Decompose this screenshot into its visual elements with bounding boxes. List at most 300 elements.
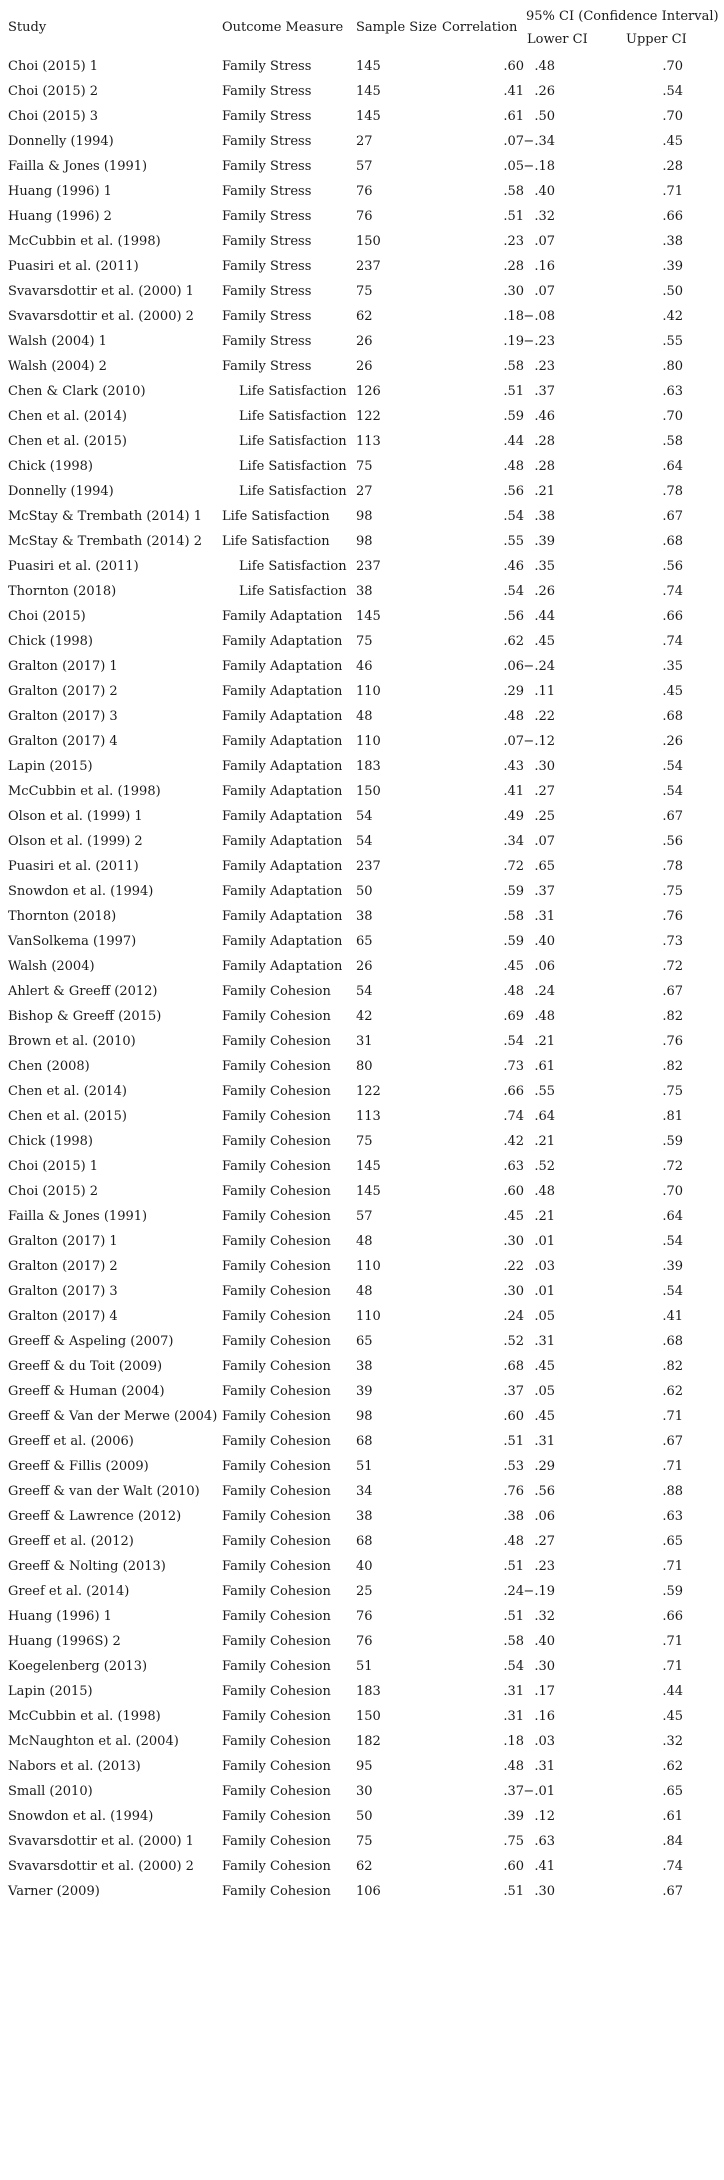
correlation-cell: .48 [503,984,524,999]
lower-ci-cell: .55 [534,1084,555,1099]
correlation-cell: .68 [503,1359,524,1374]
sample-size-cell: 150 [356,784,381,799]
study-cell: Greeff & Nolting (2013) [8,1559,166,1574]
sample-size-cell: 145 [356,84,381,99]
lower-ci-cell: .50 [534,109,555,124]
header-ci-group: 95% CI (Confidence Interval) [526,9,719,24]
upper-ci-cell: .70 [662,409,683,424]
correlation-cell: .56 [503,609,524,624]
upper-ci-cell: .74 [662,1859,683,1874]
lower-ci-cell: .29 [534,1459,555,1474]
study-cell: McNaughton et al. (2004) [8,1734,179,1749]
lower-ci-cell: .11 [534,684,555,699]
table-row [0,1080,724,1105]
correlation-cell: .58 [503,184,524,199]
study-cell: Gralton (2017) 2 [8,684,118,699]
lower-ci-cell: −.24 [523,659,555,674]
sample-size-cell: 150 [356,234,381,249]
outcome-cell: Family Cohesion [222,1884,331,1899]
upper-ci-cell: .76 [662,909,683,924]
study-cell: Walsh (2004) [8,959,95,974]
lower-ci-cell: .39 [534,534,555,549]
sample-size-cell: 98 [356,509,373,524]
lower-ci-cell: .21 [534,1134,555,1149]
table-row [0,1530,724,1555]
sample-size-cell: 145 [356,109,381,124]
outcome-cell: Life Satisfaction [239,584,347,599]
sample-size-cell: 76 [356,184,373,199]
lower-ci-cell: .05 [534,1384,555,1399]
outcome-cell: Family Stress [222,84,312,99]
outcome-cell: Family Adaptation [222,959,343,974]
table-row [0,205,724,230]
header-lower-ci: Lower CI [527,32,588,47]
lower-ci-cell: −.34 [523,134,555,149]
outcome-cell: Family Cohesion [222,1759,331,1774]
sample-size-cell: 34 [356,1484,373,1499]
table-row [0,630,724,655]
correlation-cell: .48 [503,1759,524,1774]
lower-ci-cell: .35 [534,559,555,574]
study-cell: Svavarsdottir et al. (2000) 1 [8,1834,194,1849]
upper-ci-cell: .66 [662,209,683,224]
upper-ci-cell: .81 [662,1109,683,1124]
study-cell: Walsh (2004) 2 [8,359,107,374]
study-cell: Puasiri et al. (2011) [8,559,139,574]
sample-size-cell: 27 [356,484,373,499]
lower-ci-cell: .21 [534,1034,555,1049]
study-cell: Puasiri et al. (2011) [8,259,139,274]
outcome-cell: Life Satisfaction [239,434,347,449]
sample-size-cell: 122 [356,1084,381,1099]
upper-ci-cell: .26 [662,734,683,749]
upper-ci-cell: .54 [662,1234,683,1249]
table-row [0,605,724,630]
lower-ci-cell: .25 [534,809,555,824]
table-row [0,1155,724,1180]
sample-size-cell: 54 [356,834,373,849]
outcome-cell: Family Cohesion [222,1584,331,1599]
correlation-cell: .07 [503,134,524,149]
upper-ci-cell: .78 [662,484,683,499]
lower-ci-cell: .40 [534,184,555,199]
study-cell: Gralton (2017) 3 [8,1284,118,1299]
upper-ci-cell: .54 [662,784,683,799]
upper-ci-cell: .32 [662,1734,683,1749]
lower-ci-cell: −.08 [523,309,555,324]
table-row [0,955,724,980]
sample-size-cell: 42 [356,1009,373,1024]
table-row [0,230,724,255]
lower-ci-cell: .28 [534,459,555,474]
upper-ci-cell: .76 [662,1034,683,1049]
study-cell: Choi (2015) 3 [8,109,99,124]
outcome-cell: Family Cohesion [222,1509,331,1524]
table-row [0,530,724,555]
upper-ci-cell: .54 [662,759,683,774]
lower-ci-cell: .63 [534,1834,555,1849]
outcome-cell: Family Cohesion [222,1609,331,1624]
sample-size-cell: 110 [356,684,381,699]
study-cell: McCubbin et al. (1998) [8,1709,161,1724]
study-cell: Lapin (2015) [8,1684,93,1699]
table-row [0,180,724,205]
upper-ci-cell: .71 [662,1634,683,1649]
sample-size-cell: 106 [356,1884,381,1899]
outcome-cell: Family Cohesion [222,1234,331,1249]
correlation-cell: .51 [503,209,524,224]
study-cell: McCubbin et al. (1998) [8,784,161,799]
outcome-cell: Family Cohesion [222,1859,331,1874]
correlation-cell: .54 [503,584,524,599]
lower-ci-cell: .64 [534,1109,555,1124]
table-row [0,355,724,380]
upper-ci-cell: .67 [662,509,683,524]
sample-size-cell: 75 [356,459,373,474]
sample-size-cell: 46 [356,659,373,674]
correlation-cell: .54 [503,1034,524,1049]
outcome-cell: Family Cohesion [222,984,331,999]
outcome-cell: Family Stress [222,134,312,149]
outcome-cell: Family Cohesion [222,1384,331,1399]
upper-ci-cell: .75 [662,1084,683,1099]
table-row [0,130,724,155]
upper-ci-cell: .70 [662,59,683,74]
sample-size-cell: 76 [356,209,373,224]
study-cell: Gralton (2017) 4 [8,1309,118,1324]
table-row [0,855,724,880]
upper-ci-cell: .65 [662,1784,683,1799]
table-row [0,1480,724,1505]
upper-ci-cell: .54 [662,1284,683,1299]
study-cell: Puasiri et al. (2011) [8,859,139,874]
table-row [0,1330,724,1355]
sample-size-cell: 68 [356,1434,373,1449]
sample-size-cell: 126 [356,384,381,399]
header-sample-size: Sample Size [356,20,437,35]
sample-size-cell: 51 [356,1659,373,1674]
outcome-cell: Family Cohesion [222,1309,331,1324]
study-cell: Greeff & du Toit (2009) [8,1359,163,1374]
table-row [0,780,724,805]
table-row [0,80,724,105]
table-row [0,1355,724,1380]
table-row [0,1130,724,1155]
lower-ci-cell: .41 [534,1859,555,1874]
upper-ci-cell: .66 [662,609,683,624]
table-row [0,405,724,430]
upper-ci-cell: .82 [662,1359,683,1374]
study-cell: Greeff & Lawrence (2012) [8,1509,182,1524]
correlation-cell: .42 [503,1134,524,1149]
outcome-cell: Family Cohesion [222,1809,331,1824]
upper-ci-cell: .56 [662,559,683,574]
outcome-cell: Family Cohesion [222,1534,331,1549]
upper-ci-cell: .64 [662,1209,683,1224]
upper-ci-cell: .42 [662,309,683,324]
lower-ci-cell: −.12 [523,734,555,749]
outcome-cell: Family Adaptation [222,884,343,899]
correlation-cell: .41 [503,784,524,799]
study-cell: Svavarsdottir et al. (2000) 1 [8,284,194,299]
correlation-cell: .38 [503,1509,524,1524]
study-cell: Varner (2009) [8,1884,100,1899]
correlation-cell: .06 [503,659,524,674]
table-row [0,1505,724,1530]
sample-size-cell: 39 [356,1384,373,1399]
upper-ci-cell: .41 [662,1309,683,1324]
upper-ci-cell: .28 [662,159,683,174]
correlation-cell: .60 [503,59,524,74]
study-cell: Chick (1998) [8,1134,93,1149]
study-cell: Chen et al. (2014) [8,1084,127,1099]
outcome-cell: Family Cohesion [222,1684,331,1699]
lower-ci-cell: .45 [534,1409,555,1424]
study-cell: Huang (1996) 1 [8,1609,112,1624]
outcome-cell: Family Cohesion [222,1784,331,1799]
outcome-cell: Family Cohesion [222,1209,331,1224]
sample-size-cell: 80 [356,1059,373,1074]
correlation-cell: .48 [503,1534,524,1549]
upper-ci-cell: .55 [662,334,683,349]
study-cell: Gralton (2017) 1 [8,659,118,674]
correlation-cell: .44 [503,434,524,449]
table-row [0,430,724,455]
outcome-cell: Family Stress [222,284,312,299]
correlation-cell: .46 [503,559,524,574]
study-cell: Choi (2015) 2 [8,1184,99,1199]
study-cell: McStay & Trembath (2014) 1 [8,509,202,524]
sample-size-cell: 113 [356,1109,381,1124]
table-row [0,1705,724,1730]
study-cell: Gralton (2017) 3 [8,709,118,724]
sample-size-cell: 110 [356,1259,381,1274]
correlation-cell: .75 [503,1834,524,1849]
upper-ci-cell: .58 [662,434,683,449]
correlation-cell: .18 [503,1734,524,1749]
sample-size-cell: 145 [356,59,381,74]
table-row [0,280,724,305]
table-row [0,1105,724,1130]
correlation-cell: .56 [503,484,524,499]
study-cell: Koegelenberg (2013) [8,1659,148,1674]
sample-size-cell: 38 [356,1509,373,1524]
correlation-cell: .39 [503,1809,524,1824]
study-cell: Chick (1998) [8,459,93,474]
lower-ci-cell: .21 [534,484,555,499]
upper-ci-cell: .78 [662,859,683,874]
upper-ci-cell: .71 [662,184,683,199]
correlation-cell: .23 [503,234,524,249]
lower-ci-cell: .26 [534,584,555,599]
study-cell: Greeff & Van der Merwe (2004) [8,1409,218,1424]
lower-ci-cell: .40 [534,934,555,949]
outcome-cell: Family Stress [222,184,312,199]
outcome-cell: Family Cohesion [222,1409,331,1424]
correlation-cell: .45 [503,959,524,974]
table-row [0,105,724,130]
study-cell: Greeff & Fillis (2009) [8,1459,149,1474]
lower-ci-cell: .65 [534,859,555,874]
sample-size-cell: 30 [356,1784,373,1799]
outcome-cell: Family Cohesion [222,1359,331,1374]
study-cell: Greeff et al. (2006) [8,1434,134,1449]
sample-size-cell: 113 [356,434,381,449]
upper-ci-cell: .84 [662,1834,683,1849]
correlation-cell: .34 [503,834,524,849]
lower-ci-cell: .24 [534,984,555,999]
correlation-cell: .31 [503,1684,524,1699]
lower-ci-cell: .22 [534,709,555,724]
sample-size-cell: 98 [356,1409,373,1424]
header-outcome: Outcome Measure [222,20,344,35]
correlation-cell: .51 [503,1609,524,1624]
table-row [0,1755,724,1780]
upper-ci-cell: .72 [662,1159,683,1174]
header-upper-ci: Upper CI [626,32,687,47]
correlation-cell: .05 [503,159,524,174]
study-cell: Thornton (2018) [8,584,117,599]
lower-ci-cell: .31 [534,1759,555,1774]
sample-size-cell: 27 [356,134,373,149]
table-row [0,455,724,480]
correlation-cell: .73 [503,1059,524,1074]
upper-ci-cell: .82 [662,1059,683,1074]
study-cell: Chen et al. (2014) [8,409,127,424]
upper-ci-cell: .59 [662,1134,683,1149]
lower-ci-cell: .23 [534,359,555,374]
sample-size-cell: 50 [356,1809,373,1824]
study-cell: Greef et al. (2014) [8,1584,130,1599]
study-cell: Olson et al. (1999) 2 [8,834,143,849]
outcome-cell: Family Stress [222,209,312,224]
outcome-cell: Family Adaptation [222,659,343,674]
study-cell: Snowdon et al. (1994) [8,884,154,899]
correlation-cell: .24 [503,1584,524,1599]
sample-size-cell: 145 [356,1159,381,1174]
sample-size-cell: 65 [356,1334,373,1349]
correlation-cell: .51 [503,384,524,399]
lower-ci-cell: .23 [534,1559,555,1574]
correlation-cell: .43 [503,759,524,774]
upper-ci-cell: .88 [662,1484,683,1499]
sample-size-cell: 26 [356,959,373,974]
correlation-cell: .45 [503,1209,524,1224]
outcome-cell: Family Cohesion [222,1259,331,1274]
upper-ci-cell: .44 [662,1684,683,1699]
lower-ci-cell: .06 [534,959,555,974]
lower-ci-cell: .12 [534,1809,555,1824]
upper-ci-cell: .70 [662,109,683,124]
table-row [0,1180,724,1205]
outcome-cell: Family Adaptation [222,784,343,799]
table-row [0,1730,724,1755]
study-cell: Lapin (2015) [8,759,93,774]
sample-size-cell: 98 [356,534,373,549]
correlation-cell: .49 [503,809,524,824]
sample-size-cell: 51 [356,1459,373,1474]
upper-ci-cell: .67 [662,1434,683,1449]
correlation-cell: .48 [503,709,524,724]
correlation-cell: .30 [503,1234,524,1249]
upper-ci-cell: .67 [662,809,683,824]
upper-ci-cell: .62 [662,1384,683,1399]
sample-size-cell: 122 [356,409,381,424]
table-row [0,555,724,580]
table-row [0,330,724,355]
lower-ci-cell: .48 [534,59,555,74]
lower-ci-cell: .32 [534,1609,555,1624]
study-cell: Greeff & van der Walt (2010) [8,1484,200,1499]
lower-ci-cell: .07 [534,234,555,249]
correlation-cell: .66 [503,1084,524,1099]
correlation-cell: .28 [503,259,524,274]
sample-size-cell: 26 [356,359,373,374]
sample-size-cell: 145 [356,1184,381,1199]
table-row [0,1380,724,1405]
study-cell: Brown et al. (2010) [8,1034,136,1049]
sample-size-cell: 76 [356,1609,373,1624]
upper-ci-cell: .64 [662,459,683,474]
upper-ci-cell: .38 [662,234,683,249]
outcome-cell: Family Stress [222,59,312,74]
correlation-cell: .51 [503,1434,524,1449]
lower-ci-cell: .31 [534,1334,555,1349]
outcome-cell: Family Adaptation [222,609,343,624]
table-row [0,1230,724,1255]
study-cell: VanSolkema (1997) [8,934,137,949]
study-cell: Olson et al. (1999) 1 [8,809,143,824]
upper-ci-cell: .74 [662,634,683,649]
correlation-cell: .37 [503,1384,524,1399]
table-row [0,1580,724,1605]
study-cell: Thornton (2018) [8,909,117,924]
correlation-cell: .76 [503,1484,524,1499]
correlation-cell: .59 [503,884,524,899]
correlation-cell: .60 [503,1859,524,1874]
lower-ci-cell: .31 [534,909,555,924]
sample-size-cell: 62 [356,1859,373,1874]
outcome-cell: Family Adaptation [222,684,343,699]
upper-ci-cell: .50 [662,284,683,299]
correlation-cell: .54 [503,509,524,524]
study-cell: Failla & Jones (1991) [8,159,148,174]
study-cell: McCubbin et al. (1998) [8,234,161,249]
lower-ci-cell: .28 [534,434,555,449]
correlation-cell: .59 [503,409,524,424]
correlation-cell: .58 [503,359,524,374]
outcome-cell: Family Cohesion [222,1659,331,1674]
outcome-cell: Family Cohesion [222,1184,331,1199]
study-cell: Choi (2015) [8,609,86,624]
table-row [0,155,724,180]
outcome-cell: Family Adaptation [222,634,343,649]
sample-size-cell: 57 [356,1209,373,1224]
table-row [0,1305,724,1330]
sample-size-cell: 68 [356,1534,373,1549]
study-cell: Svavarsdottir et al. (2000) 2 [8,1859,194,1874]
correlation-cell: .58 [503,1634,524,1649]
table-row [0,1405,724,1430]
upper-ci-cell: .71 [662,1459,683,1474]
table-row [0,305,724,330]
table-row [0,1555,724,1580]
outcome-cell: Family Cohesion [222,1284,331,1299]
study-cell: Gralton (2017) 4 [8,734,118,749]
lower-ci-cell: −.23 [523,334,555,349]
table-row [0,505,724,530]
table-row [0,805,724,830]
